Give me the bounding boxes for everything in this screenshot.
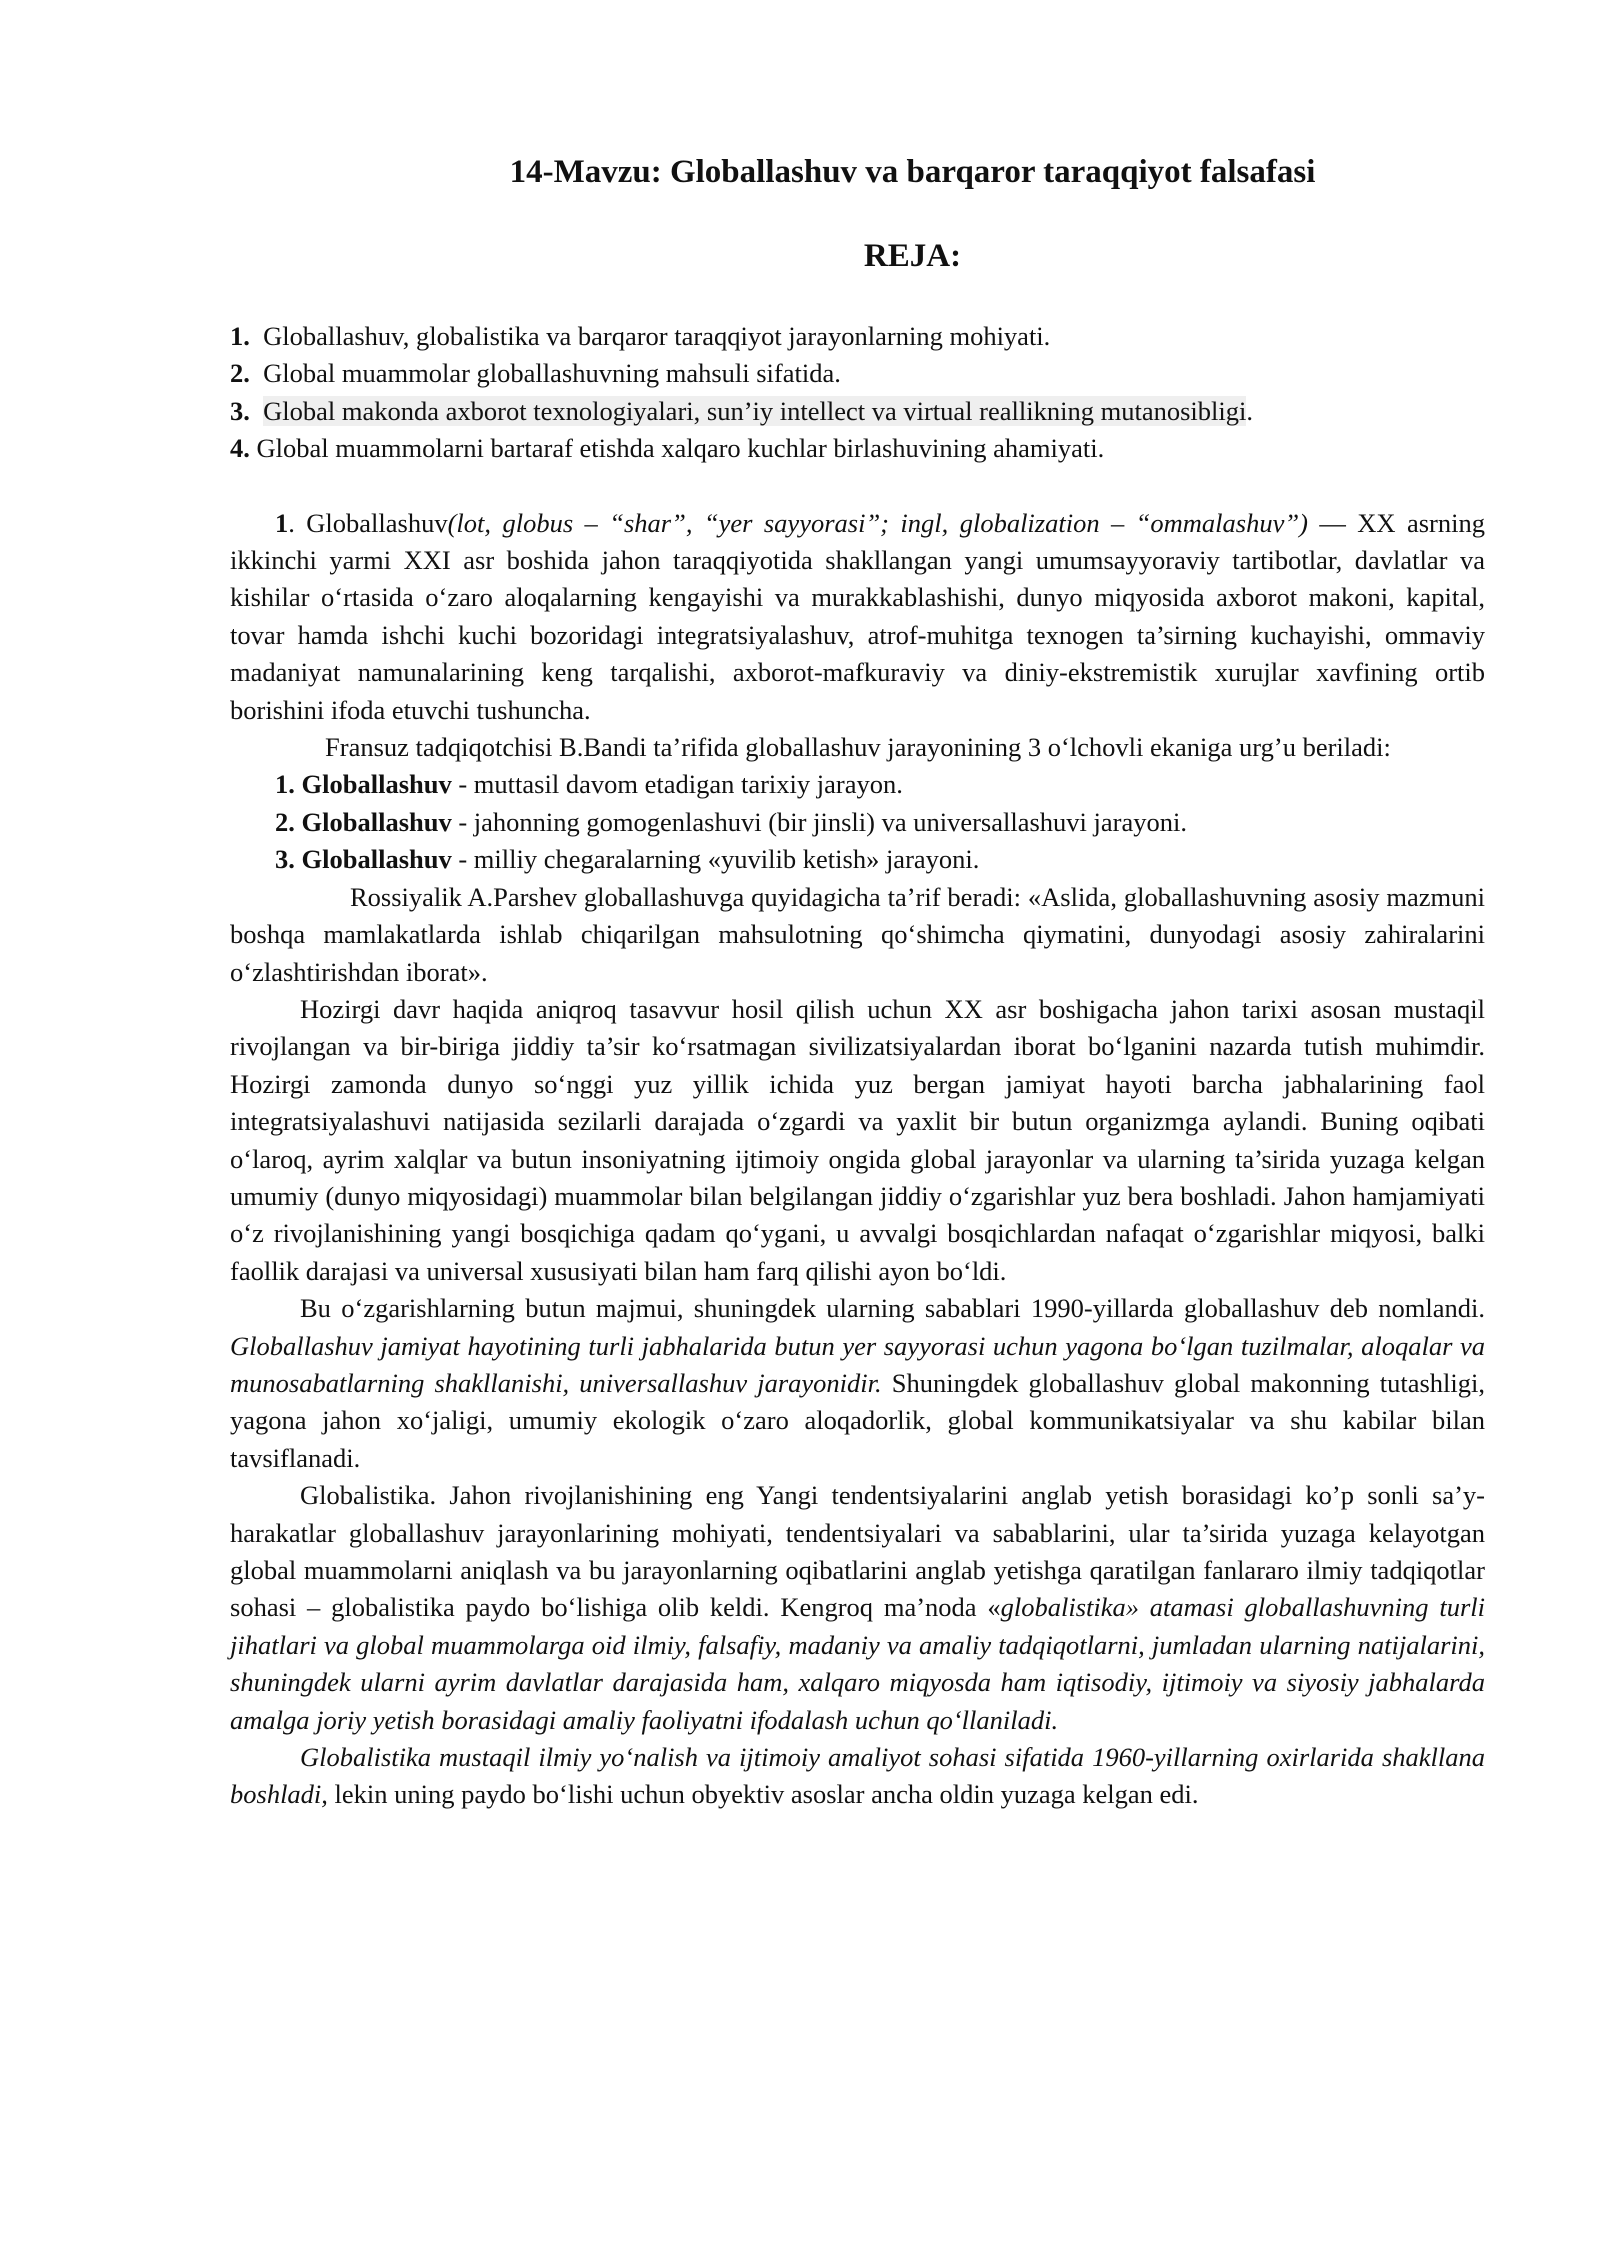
plan-heading: REJA: (863, 238, 962, 274)
plan-item: 3. Global makonda axborot texnologiyalari, sun’iy intellect va virtual reallikning mutanosibligi. (230, 395, 1253, 426)
paragraph-definition: 1. Globallashuv(lot, globus – “shar”, “yer sayyorasi”; ingl, globalization – “ommalashuv”) — XX asrning ikkinchi yarmi XXI asr boshida jahon taraqqiyotida shakllangan yangi umumsayyoraviy tartibotlar, davlatlar va kishilar o‘rtasida o‘zaro aloqalarning kengayishi va murakkablashishi, dunyo miqyosida axborot makoni, kapital, tovar hamda ishchi kuchi bozoridagi integratsiyalashuv, atrof-muhitga texnogen ta’sirning kuchayishi, ommaviy madaniyat namunalarining keng tarqalishi, axborot-mafkuraviy va diniy-ekstremistik xurujlar xavfining ortib borishini ifoda etuvchi tushuncha. (230, 507, 1485, 725)
plan-item: 1. Globallashuv, globalistika va barqaror taraqqiyot jarayonlarning mohiyati. (230, 321, 1051, 351)
globalization-list (230, 766, 1485, 878)
paragraph-globalization-term: Bu o‘zgarishlarning butun majmui, shuningdek ularning sabablari 1990-yillarda globallashuv deb nomlandi. Globallashuv jamiyat hayotining turli jabhalarida butun yer sayyorasi uchun yagona bo‘lgan tuzilmalar, aloqalar va munosabatlarning shakllanishi, universallashuv jarayonidir. Shuningdek globallashuv global makonning tutashligi, yagona jahon xo‘jaligi, umumiy ekologik o‘zaro aloqadorlik, global kommunikatsiyalar va shu kabilar bilan tavsiflanadi. (230, 1293, 1485, 1473)
document-page (230, 150, 1485, 1814)
list-item: 2. Globallashuv - jahonning gomogenlashuvi (bir jinsli) va universallashuvi jarayoni. (275, 806, 1187, 837)
plan-list (230, 318, 1485, 468)
paragraph-parshev: Rossiyalik A.Parshev globallashuvga quyidagicha ta’rif beradi: «Aslida, globallashuvning asosiy mazmuni boshqa mamlakatlarda ishlab chiqarilgan mahsulotning qo‘shimcha qiymatini, dunyodagi asosiy zahiralarini o‘zlashtirishdan iborat». (230, 881, 1485, 987)
plan-item: 4. Global muammolarni bartaraf etishda xalqaro kuchlar birlashuvining ahamiyati. (230, 433, 1105, 464)
paragraph-globalistics-origin: Globalistika mustaqil ilmiy yo‘nalish va ijtimoiy amaliyot sohasi sifatida 1960-yillarning oxirlarida shakllana boshladi, lekin uning paydo bo‘lishi uchun obyektiv asoslar ancha oldin yuzaga kelgan edi. (230, 1742, 1485, 1810)
paragraph-bandi: Fransuz tadqiqotchisi B.Bandi ta’rifida globallashuv jarayonining 3 o‘lchovli ekaniga urg’u beriladi: (325, 732, 1391, 763)
list-item: 3. Globallashuv - milliy chegaralarning «yuvilib ketish» jarayoni. (275, 844, 980, 875)
paragraph-modern-era: Hozirgi davr haqida aniqroq tasavvur hosil qilish uchun XX asr boshigacha jahon tarixi asosan mustaqil rivojlangan va bir-biriga jiddiy ta’sir ko‘rsatmagan sivilizatsiyalardan iborat bo‘lganini nazarda tutish muhimdir. Hozirgi zamonda dunyo so‘nggi yuz yillik ichida yuz bergan jamiyat hayoti barcha jabhalarining faol integratsiyalashuvi natijasida sezilarli darajada o‘zgardi va yaxlit bir butun organizmga aylandi. Buning oqibati o‘laroq, ayrim xalqlar va butun insoniyatning ijtimoiy ongida global jarayonlar va ularning ta’sirida yuzaga kelgan umumiy (dunyo miqyosidagi) muammolar bilan belgilangan jiddiy o‘zgarishlar yuz bera boshladi. Jahon hamjamiyati o‘z rivojlanishining yangi bosqichiga qadam qo‘ygani, u avvalgi bosqichlardan nafaqat o‘zgarishlar miqyosi, balki faollik darajasi va universal xususiyati bilan ham farq qilishi ayon bo‘ldi. (230, 993, 1485, 1286)
document-title: 14-Mavzu: Globallashuv va barqaror taraqqiyot falsafasi (509, 154, 1316, 190)
paragraph-globalistics: Globalistika. Jahon rivojlanishining eng Yangi tendentsiyalarini anglab yetish borasidagi ko’p sonli sa’y-harakatlar globallashuv jarayonlarining mohiyati, tendentsiyalari va sabablarini, ular ta’sirida yuzaga kelayotgan global muammolarni aniqlash va bu jarayonlarning oqibatlarini anglab yetishga qaratilgan fanlararo ilmiy tadqiqotlar sohasi – globalistika paydo bo‘lishiga olib keldi. Kengroq ma’noda «globalistika» atamasi globallashuvning turli jihatlari va global muammolarga oid ilmiy, falsafiy, madaniy va amaliy tadqiqotlarni, jumladan ularning natijalarini, shuningdek ularni ayrim davlatlar darajasida ham, xalqaro miqyosda ham iqtisodiy, ijtimoiy va siyosiy jabhalarda amalga joriy yetish borasidagi amaliy faoliyatni ifodalash uchun qo‘llaniladi. (230, 1480, 1485, 1735)
list-item: 1. Globallashuv - muttasil davom etadigan tarixiy jarayon. (275, 769, 903, 800)
plan-item: 2. Global muammolar globallashuvning mahsuli sifatida. (230, 358, 841, 389)
